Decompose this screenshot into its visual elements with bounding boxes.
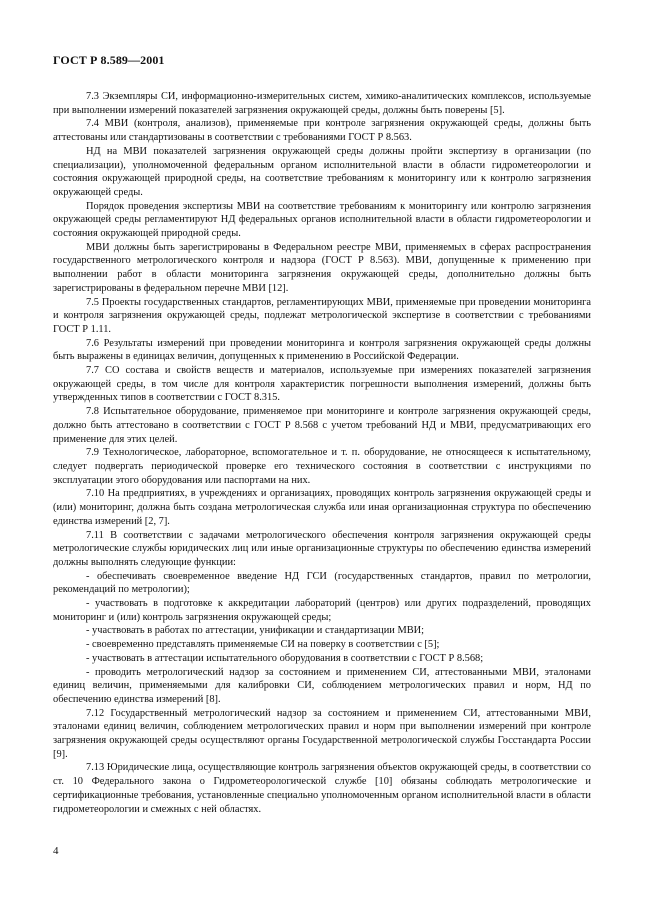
paragraph-7-10: 7.10 На предприятиях, в учреждениях и организациях, проводящих контроль загрязнения окружающей среды и (или) мониторинг, должна быть создана метрологическая служба или иная организационная структура по обеспечению единства измерений [2, 7].: [53, 488, 591, 527]
paragraph-7-8: 7.8 Испытательное оборудование, применяемое при мониторинге и контроле загрязнения окружающей среды, должно быть аттестовано в соответствии с ГОСТ Р 8.568 с учетом требований НД и МВИ, предусматривающих его применение для этих целей.: [53, 406, 591, 445]
list-item: - участвовать в работах по аттестации, унификации и стандартизации МВИ;: [86, 625, 425, 637]
list-item: - участвовать в аттестации испытательного оборудования в соответствии с ГОСТ Р 8.568;: [86, 652, 484, 664]
paragraph-7-3: 7.3 Экземпляры СИ, информационно-измерительных систем, химико-аналитических комплексов, используемые при выполнении измерений показателей загрязнения окружающей среды, должны быть поверены [5].: [53, 91, 591, 116]
document-header-title: ГОСТ Р 8.589—2001: [53, 53, 165, 67]
list-item: - своевременно представлять применяемые СИ на поверку в соответствии с [5];: [86, 639, 440, 651]
paragraph-nd-expertise: НД на МВИ показателей загрязнения окружающей среды должны пройти экспертизу в организации (по специализации), уполномоченной федеральным органом исполнительной власти в области гидрометеорологии и состояния окружающей природной среды, на соответствие требованиям к мониторингу или к контролю загрязнения окружающей среды.: [53, 145, 591, 198]
page-number: 4: [53, 845, 59, 857]
paragraph-7-4: 7.4 МВИ (контроля, анализов), применяемые при контроле загрязнения окружающей среды, должны быть аттестованы или стандартизованы в соответствии с требованиями ГОСТ Р 8.563.: [53, 118, 591, 144]
list-item: - обеспечивать своевременное введение НД ГСИ (государственных стандартов, правил по метрологии, рекомендаций по метрологии);: [53, 570, 591, 596]
list-item: - участвовать в подготовке к аккредитации лабораторий (центров) или других подразделений, проводящих мониторинг и (или) контроль загрязнения окружающей среды;: [53, 598, 591, 623]
paragraph-7-12: 7.12 Государственный метрологический надзор за состоянием и применением СИ, аттестованными МВИ, эталонами единиц величин, соблюдением метрологических правил и норм при выполнении измерений при контроле загрязнения окружающей среды осуществляют органы Государственной метрологической службы Госстандарта России [9].: [53, 707, 591, 760]
paragraph-7-9: 7.9 Технологическое, лабораторное, вспомогательное и т. п. оборудование, не относящееся к испытательному, следует подвергать периодической проверке его технического состояния в соответствии с инструкциями по эксплуатации этого оборудования или паспортами на них.: [53, 447, 591, 486]
paragraph-7-5: 7.5 Проекты государственных стандартов, регламентирующих МВИ, применяемые при проведении мониторинга и контроля загрязнения окружающей среды, подлежат метрологической экспертизе в соответствии с требованиями ГОСТ Р 1.11.: [53, 296, 591, 335]
paragraph-mvi-registration: МВИ должны быть зарегистрированы в Федеральном реестре МВИ, применяемых в сферах распространения государственного метрологического контроля и надзора (ГОСТ Р 8.563). МВИ, допущенные к применению при выполнении работ в области мониторинга загрязнения окружающей среды, дополнительно должны быть зарегистрированы в федеральном перечне МВИ [12].: [53, 241, 591, 294]
paragraph-7-7: 7.7 СО состава и свойств веществ и материалов, используемые при измерениях показателей загрязнения окружающей среды, в том числе для контроля характеристик погрешности выполнения измерений, должны быть утвержденных типов в соответствии с ГОСТ 8.315.: [53, 365, 591, 404]
paragraph-7-6: 7.6 Результаты измерений при проведении мониторинга и контроля загрязнения окружающей среды должны быть выражены в единицах величин, допущенных к применению в Российской Федерации.: [53, 337, 591, 363]
paragraph-7-11: 7.11 В соответствии с задачами метрологического обеспечения контроля загрязнения окружающей среды метрологические службы юридических лиц или иные организационные структуры по обеспечению единства измерений должны выполнять следующие функции:: [53, 529, 591, 568]
paragraph-expertise-order: Порядок проведения экспертизы МВИ на соответствие требованиям к мониторингу или контролю загрязнения окружающей среды регламентируют НД федеральных органов исполнительной власти в области гидрометеорологии и состояния окружающей природной среды.: [53, 200, 591, 240]
paragraph-7-13: 7.13 Юридические лица, осуществляющие контроль загрязнения объектов окружающей среды, в соответствии со ст. 10 Федерального закона о Гидрометеорологической службе [10] обязаны соблюдать метрологические и сертификационные требования, установленные специально уполномоченным органом исполнительной власти в области гидрометеорологии и смежных с ней областях.: [53, 762, 591, 815]
document-body: [53, 90, 591, 816]
list-item: - проводить метрологический надзор за состоянием и применением СИ, аттестованными МВИ, эталонами единиц величин, применяемыми для калибровки СИ, соблюдением метрологических правил и норм, НД по обеспечению единства измерений [8].: [53, 666, 591, 705]
